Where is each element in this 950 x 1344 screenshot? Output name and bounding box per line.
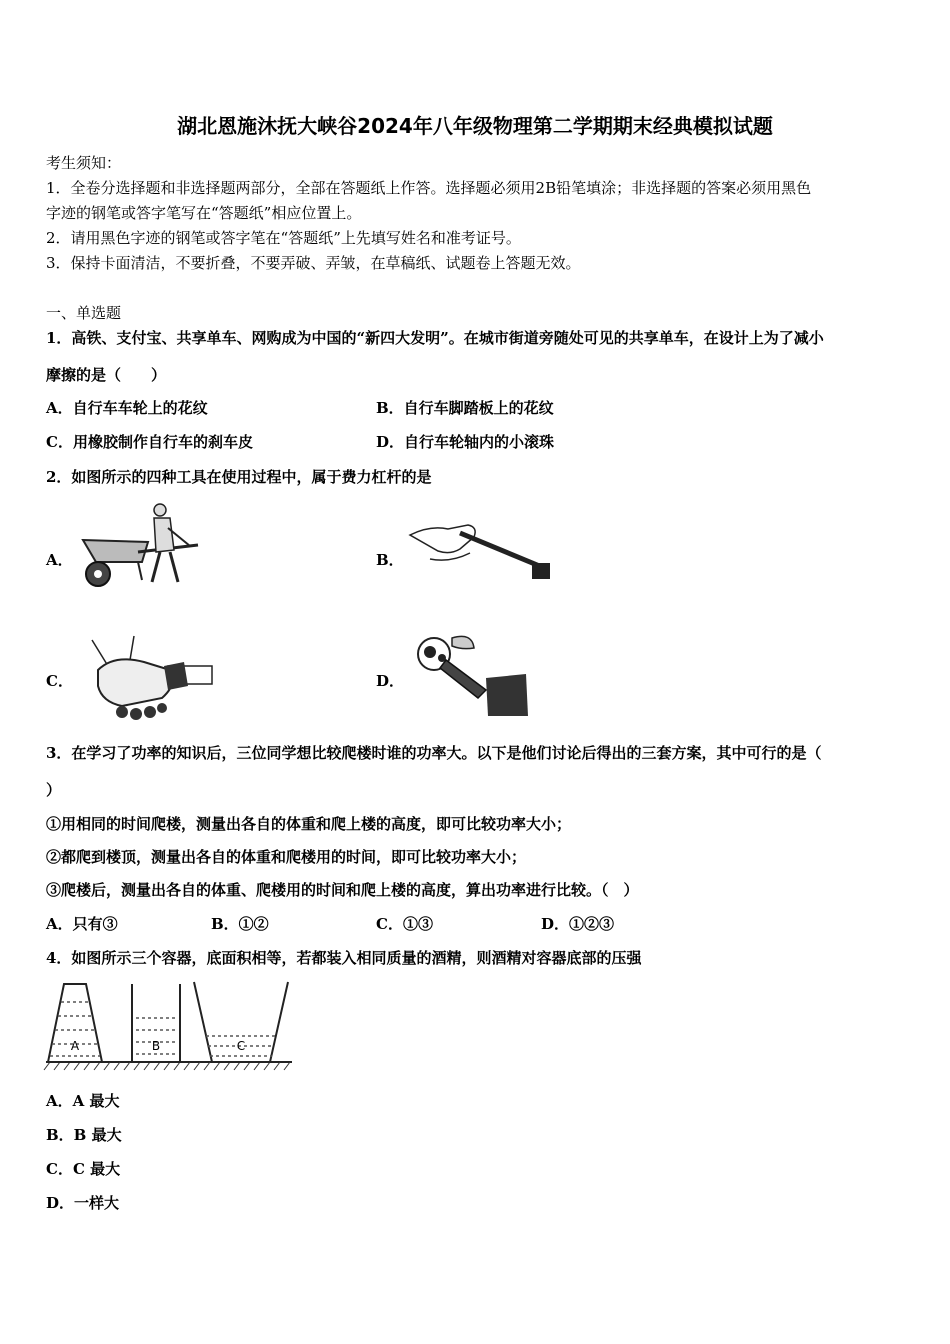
q3-plan-3: ③爬楼后，测量出各自的体重、爬楼用的时间和爬上楼的高度，算出功率进行比较。（ ） [46,881,639,899]
q3-option-c: C．①③ [376,915,433,933]
q3-option-d: D．①②③ [541,915,615,933]
notice-item-1: 1．全卷分选择题和非选择题两部分，全部在答题纸上作答。选择题必须用2B铅笔填涂；非选择题的答案必须用黑色 [46,179,812,197]
page-title: 湖北恩施沐抚大峡谷2024年八年级物理第二学期期末经典模拟试题 [177,114,773,138]
gloved-hand-figure [84,636,224,722]
three-containers-figure [44,978,294,1070]
notice-heading: 考生须知： [46,154,122,172]
container-label-b: B [151,1039,161,1053]
wheelbarrow-figure [78,500,208,592]
pliers-figure [412,632,532,718]
notice-item-1-cont: 字迹的钢笔或答字笔写在“答题纸”相应位置上。 [46,204,362,222]
q1-option-d: D．自行车轮轴内的小滚珠 [376,433,555,451]
q4-option-d: D．一样大 [46,1194,120,1212]
q4-stem: 4．如图所示三个容器，底面积相等，若都装入相同质量的酒精，则酒精对容器底部的压强 [46,949,642,967]
q3-plan-2: ②都爬到楼顶，测量出各自的体重和爬楼用的时间，即可比较功率大小； [46,848,527,866]
q3-plan-1: ①用相同的时间爬楼，测量出各自的体重和爬上楼的高度，即可比较功率大小； [46,815,572,833]
q1-option-b: B．自行车脚踏板上的花纹 [376,399,554,417]
q3-option-a: A．只有③ [46,915,118,933]
q1-option-c: C．用橡胶制作自行车的刹车皮 [46,433,253,451]
q4-option-b: B．B 最大 [46,1126,122,1144]
q1-stem-cont: 摩擦的是（ ） [46,366,167,384]
q4-option-a: A．A 最大 [46,1092,120,1110]
q1-option-a: A．自行车车轮上的花纹 [46,399,208,417]
container-label-a: A [70,1039,80,1053]
q4-option-c: C．C 最大 [46,1160,121,1178]
container-label-c: C [236,1039,246,1053]
q3-option-b: B．①② [211,915,269,933]
q2-label-c: C． [46,672,73,690]
q3-stem-cont: ） [46,781,62,799]
hand-tool-figure [410,515,560,587]
section-heading: 一、单选题 [46,304,122,322]
notice-item-2: 2．请用黑色字迹的钢笔或答字笔在“答题纸”上先填写姓名和准考证号。 [46,229,521,247]
q2-label-d: D． [376,672,405,690]
notice-item-3: 3．保持卡面清洁，不要折叠，不要弄破、弄皱，在草稿纸、试题卷上答题无效。 [46,254,581,272]
q2-stem: 2．如图所示的四种工具在使用过程中，属于费力杠杆的是 [46,468,432,486]
q2-label-b: B． [376,551,404,569]
q3-stem: 3．在学习了功率的知识后，三位同学想比较爬楼时谁的功率大。以下是他们讨论后得出的三套方案，其中可行的是（ [46,744,822,762]
q2-label-a: A． [46,551,73,569]
q1-stem: 1．高铁、支付宝、共享单车、网购成为中国的“新四大发明”。在城市街道旁随处可见的共享单车，在设计上为了减小 [46,329,824,347]
